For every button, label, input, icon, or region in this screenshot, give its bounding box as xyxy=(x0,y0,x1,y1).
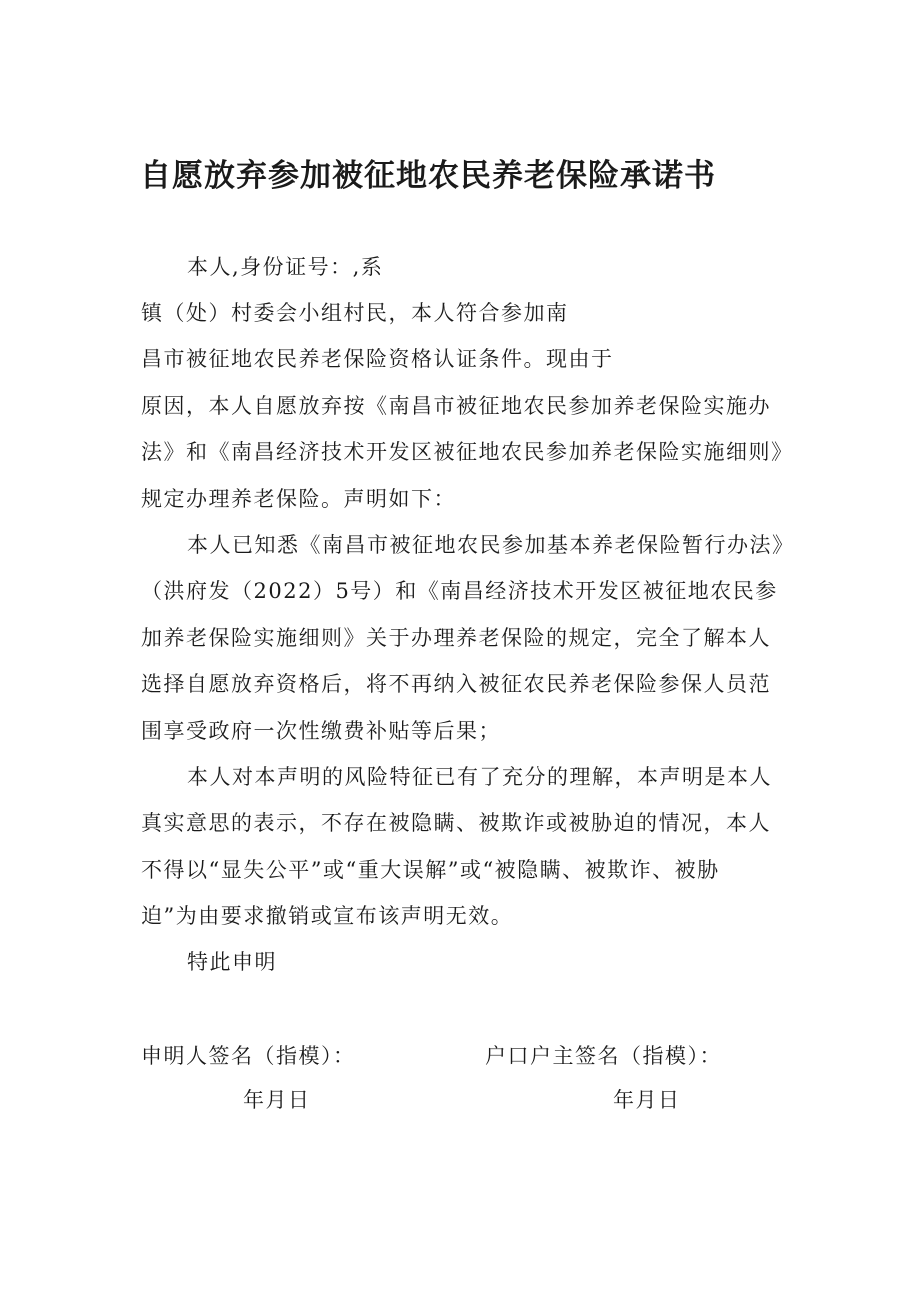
declarant-signature-label: 申明人签名（指模）： xyxy=(141,1044,356,1068)
closing-statement: 特此申明 xyxy=(187,950,277,974)
document-title: 自愿放弃参加被征地农民养老保险承诺书 xyxy=(140,158,716,194)
paragraph-1-line-5: 法》和《南昌经济技术开发区被征地农民参加养老保险实施细则》 xyxy=(141,440,794,464)
householder-date: 年月日 xyxy=(613,1088,681,1112)
paragraph-2-line-2: （洪府发（2022）5号）和《南昌经济技术开发区被征地农民参 xyxy=(141,579,778,603)
paragraph-2-line-5: 围享受政府一次性缴费补贴等后果； xyxy=(141,719,501,743)
paragraph-2-line-3: 加养老保险实施细则》关于办理养老保险的规定，完全了解本人 xyxy=(141,626,771,650)
paragraph-3-line-4: 迫”为由要求撤销或宣布该声明无效。 xyxy=(141,904,514,928)
paragraph-1-line-4: 原因，本人自愿放弃按《南昌市被征地农民参加养老保险实施办 xyxy=(141,394,771,418)
paragraph-2-line-1: 本人已知悉《南昌市被征地农民参加基本养老保险暂行办法》 xyxy=(187,533,795,557)
declarant-date: 年月日 xyxy=(243,1088,311,1112)
paragraph-1-line-3: 昌市被征地农民养老保险资格认证条件。现由于 xyxy=(141,347,614,371)
householder-signature-label: 户口户主签名（指模）： xyxy=(485,1044,722,1068)
paragraph-1-line-1: 本人,身份证号：,系 xyxy=(187,255,384,279)
paragraph-1-line-2: 镇（处）村委会小组村民，本人符合参加南 xyxy=(141,301,569,325)
paragraph-1-line-6: 规定办理养老保险。声明如下： xyxy=(141,487,456,511)
paragraph-3-line-2: 真实意思的表示，不存在被隐瞒、被欺诈或被胁迫的情况，本人 xyxy=(141,811,771,835)
paragraph-3-line-1: 本人对本声明的风险特征已有了充分的理解，本声明是本人 xyxy=(187,765,772,789)
paragraph-2-line-4: 选择自愿放弃资格后，将不再纳入被征农民养老保险参保人员范 xyxy=(141,672,771,696)
paragraph-3-line-3: 不得以“显失公平”或“重大误解”或“被隐瞒、被欺诈、被胁 xyxy=(141,858,720,882)
